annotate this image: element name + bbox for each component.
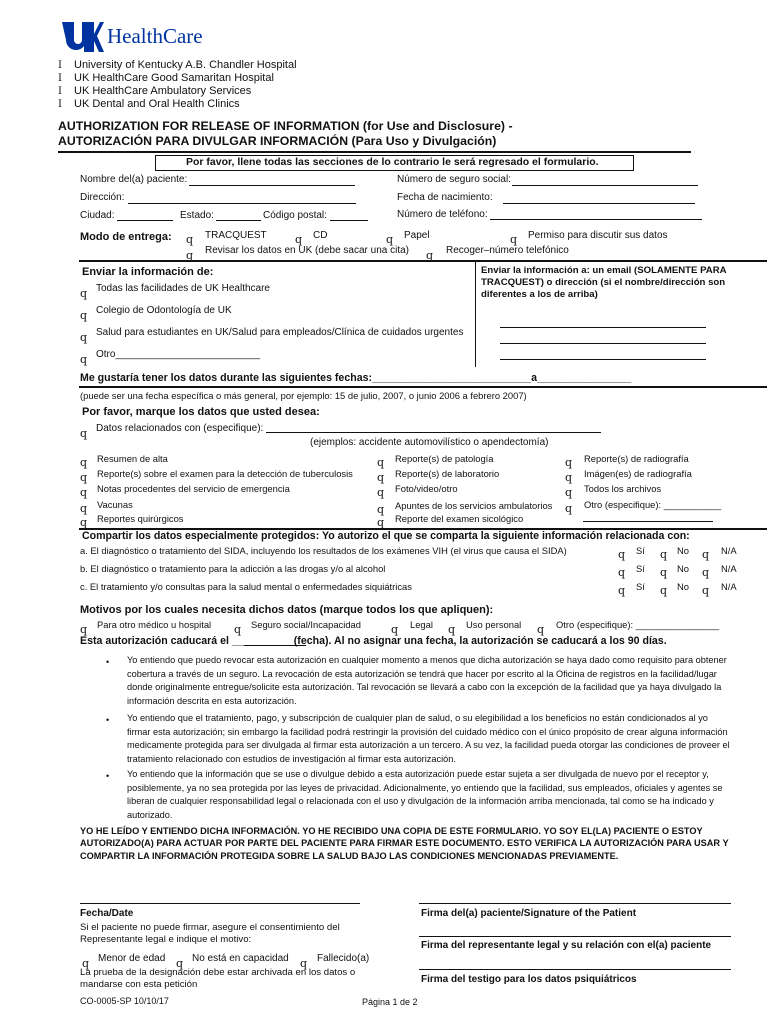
data-type-checkbox[interactable]: q xyxy=(565,486,573,499)
protected-heading: Compartir los datos especialmente protegidos: Yo autorizo el que se comparta la siguiente información relacionada con: xyxy=(82,530,690,542)
alt-address-field-1[interactable] xyxy=(500,327,706,328)
reason-label: Legal xyxy=(410,619,433,630)
data-type-label: Resumen de alta xyxy=(97,453,168,464)
dob-label: Fecha de nacimiento: xyxy=(397,192,493,203)
other-facility-label: Otro__________________________ xyxy=(96,349,261,360)
bullet-text-1: Yo entiendo que puedo revocar esta autorización en cualquier momento a menos que dicha autorización se haya dado como requisito para obtener cobertura a través de un seguro. La revocación de esta autorización se tendrá que hacer por escrito al la Oficina de registros en la facilidad/lugar donde originalmente entregue/solicite esta autorización. Tal revocación se llevará a cabo con la excepción de la facilidad que ya haya divulgado la información descrita en esta autorización. xyxy=(127,655,727,706)
state-field[interactable] xyxy=(216,220,261,221)
data-type-label: Vacunas xyxy=(97,499,133,510)
facility-list xyxy=(58,59,297,111)
protected-no-checkbox[interactable]: q xyxy=(660,566,668,579)
pickup-label: Recoger–número telefónico xyxy=(446,245,569,256)
reason-checkbox[interactable]: q xyxy=(391,623,399,636)
related-data-field[interactable] xyxy=(266,432,601,433)
uk-logo xyxy=(60,20,220,54)
dentistry-label: Colegio de Odontología de UK xyxy=(96,305,232,316)
data-type-checkbox[interactable]: q xyxy=(80,502,88,515)
minor-checkbox[interactable]: q xyxy=(82,957,90,970)
rep-signature-label: Firma del representante legal y su relación con el(a) paciente xyxy=(421,940,712,951)
data-type-checkbox[interactable]: q xyxy=(377,456,385,469)
reason-checkbox[interactable]: q xyxy=(80,623,88,636)
patient-signature-label: Firma del(a) paciente/Signature of the Patient xyxy=(421,908,637,919)
page-number: Página 1 de 2 xyxy=(362,997,418,1007)
protected-yes-label: Sí xyxy=(636,545,645,556)
data-type-label: Reporte(s) de patología xyxy=(395,453,494,464)
title-es: AUTORIZACIÓN PARA DIVULGAR INFORMACIÓN (Para Uso y Divulgación) xyxy=(58,134,497,148)
zip-field[interactable] xyxy=(330,220,368,221)
protected-na-label: N/A xyxy=(721,545,737,556)
data-type-label: Reporte(s) de laboratorio xyxy=(395,468,500,479)
cannot-sign-note: Si el paciente no puede firmar, asegure el consentimiento del Representante legal e indique el motivo: xyxy=(80,922,340,945)
cd-label: CD xyxy=(313,230,328,241)
facility-item: I University of Kentucky A.B. Chandler Hospital xyxy=(58,59,297,71)
form-code: CO-0005-SP 10/10/17 xyxy=(80,996,169,1006)
protected-yes-checkbox[interactable]: q xyxy=(618,566,626,579)
data-type-checkbox[interactable]: q xyxy=(80,456,88,469)
reason-label: Seguro social/Incapacidad xyxy=(251,619,361,630)
data-type-label: Reporte(s) sobre el examen para la detección de tuberculosis xyxy=(97,468,353,479)
dob-field[interactable] xyxy=(503,203,695,204)
phone-field[interactable] xyxy=(490,219,702,220)
data-type-checkbox[interactable]: q xyxy=(377,471,385,484)
witness-signature-line[interactable] xyxy=(419,969,731,970)
bullet-3: • xyxy=(106,771,110,781)
expiry-text: Esta autorización caducará el __________ (fecha). Al no asignar una fecha, la autorización se caducará a los 90 días. xyxy=(80,635,667,647)
bullet-text-2: Yo entiendo que el tratamiento, pago, y subscripción de cualquier plan de salud, o su elegibilidad a los beneficios no están condicionados al yo firmar esta autorización; sin embargo la facilidad podrá restringir la provisión del cuidado médico con el único propósito de crear alguna información medicamente protegida para ser divulgada al firmar esta autorización a un tercero. A su vez, la facilidad pueda otorgar las condiciones de proveer el tratamiento relacionado con estudios de investigación al firmar esta autorización. xyxy=(127,713,730,764)
all-facilities-checkbox[interactable]: q xyxy=(80,287,88,300)
protected-no-checkbox[interactable]: q xyxy=(660,584,668,597)
patient-name-label: Nombre del(a) paciente: xyxy=(80,174,188,185)
protected-no-label: No xyxy=(677,581,689,592)
protected-no-label: No xyxy=(677,545,689,556)
protected-na-checkbox[interactable]: q xyxy=(702,548,710,561)
address-field[interactable] xyxy=(128,203,356,204)
ssn-label: Número de seguro social: xyxy=(397,174,511,185)
reasons-heading: Motivos por los cuales necesita dichos datos (marque todos los que apliquen): xyxy=(80,604,494,616)
incapable-label: No está en capacidad xyxy=(192,953,289,964)
data-type-checkbox[interactable]: q xyxy=(565,502,573,515)
data-type-label: Reporte del examen sicológico xyxy=(395,513,524,524)
phone-label: Número de teléfono: xyxy=(397,209,488,220)
student-health-checkbox[interactable]: q xyxy=(80,331,88,344)
consent-statement: YO HE LEÍDO Y ENTIENDO DICHA INFORMACIÓN. YO HE RECIBIDO UNA COPIA DE ESTE FORMULARIO. YO SOY EL(LA) PACIENTE O ESTOY AUTORIZADO(A) PARA ACTUAR POR PARTE DEL PACIENTE PARA FIRMAR ESTE DOCUMENTO. ESTO VERIFICA LA AUTORIZACIÓN PARA USAR Y COMPARTIR LA INFORMACIÓN PROTEGIDA SOBRE LA SALUD BAJO LAS CONDICIONES MENCIONADAS PREVIAMENTE. xyxy=(80,826,729,861)
all-facilities-label: Todas las facilidades de UK Healthcare xyxy=(96,283,270,294)
student-health-label: Salud para estudiantes en UK/Salud para empleados/Clínica de cuidados urgentes xyxy=(96,327,464,338)
minor-label: Menor de edad xyxy=(98,953,166,964)
uk-logo-mark xyxy=(60,20,104,54)
dentistry-checkbox[interactable]: q xyxy=(80,309,88,322)
date-range-label: Me gustaría tener los datos durante las siguientes fechas:___________________________a________________ xyxy=(80,372,632,384)
reason-checkbox[interactable]: q xyxy=(448,623,456,636)
reason-checkbox[interactable]: q xyxy=(234,623,242,636)
alt-address-field-3[interactable] xyxy=(500,359,706,360)
review-label: Revisar los datos en UK (debe sacar una cita) xyxy=(205,245,409,256)
protected-na-checkbox[interactable]: q xyxy=(702,566,710,579)
data-type-checkbox[interactable]: q xyxy=(377,516,385,529)
permit-label: Permiso para discutir sus datos xyxy=(528,230,668,241)
data-type-label: Imágen(es) de radiografía xyxy=(584,468,692,479)
protected-na-label: N/A xyxy=(721,581,737,592)
zip-label: Código postal: xyxy=(263,210,327,221)
protected-no-checkbox[interactable]: q xyxy=(660,548,668,561)
witness-signature-label: Firma del testigo para los datos psiquiátricos xyxy=(421,974,637,985)
paper-label: Papel xyxy=(404,230,430,241)
patient-signature-line[interactable] xyxy=(419,903,731,904)
data-type-checkbox[interactable]: q xyxy=(565,471,573,484)
data-type-checkbox[interactable]: q xyxy=(565,456,573,469)
mark-data-heading: Por favor, marque los datos que usted desea: xyxy=(82,406,320,418)
date-signature-line[interactable] xyxy=(80,903,360,904)
reason-label: Otro (especifique): ________________ xyxy=(556,619,720,630)
incapable-checkbox[interactable]: q xyxy=(176,957,184,970)
data-type-checkbox[interactable]: q xyxy=(377,486,385,499)
data-type-label: Reporte(s) de radiografía xyxy=(584,453,689,464)
rep-signature-line[interactable] xyxy=(419,936,731,937)
data-type-label: Reportes quirúrgicos xyxy=(97,513,184,524)
ssn-field[interactable] xyxy=(512,185,698,186)
patient-name-field[interactable] xyxy=(189,185,355,186)
protected-item-label: c. El tratamiento y/o consultas para la salud mental o enfermedades siquiátricas xyxy=(80,581,412,592)
facility-item: I UK Dental and Oral Health Clinics xyxy=(58,98,240,110)
data-type-label: Notas procedentes del servicio de emergencia xyxy=(97,483,290,494)
data-type-label: Foto/video/otro xyxy=(395,483,458,494)
expiry-date-field[interactable] xyxy=(244,645,306,646)
protected-item-label: a. El diagnóstico o tratamiento del SIDA, incluyendo los resultados de los exámenes VIH (el virus que causa el SIDA) xyxy=(80,545,567,556)
state-label: Estado: xyxy=(180,210,214,221)
reason-label: Uso personal xyxy=(466,619,522,630)
related-data-checkbox[interactable]: q xyxy=(80,427,88,440)
protected-yes-checkbox[interactable]: q xyxy=(618,584,626,597)
deceased-checkbox[interactable]: q xyxy=(300,957,308,970)
deceased-label: Fallecido(a) xyxy=(317,953,370,964)
cd-checkbox[interactable]: q xyxy=(295,233,303,246)
bullet-text-3: Yo entiendo que la información que se use o divulgue debido a esta autorización puede estar sujeta a ser divulgada de nuevo por el receptor y, posiblemente, ya no sea protegida por las leyes de privacidad. Adicionalmente, yo entiendo que la facilidad, sus empleados, oficiales y agentes se liberan de cualquier responsabilidad legal o relacionada con el uso y divulgación de la información arriba mencionada, tal como se ha indicado y autorizado. xyxy=(127,769,723,820)
data-type-checkbox[interactable]: q xyxy=(80,486,88,499)
facility-item: I UK HealthCare Good Samaritan Hospital xyxy=(58,72,274,84)
data-type-label: Otro (especifique): ___________ xyxy=(584,499,722,510)
data-type-checkbox[interactable]: q xyxy=(80,516,88,529)
send-to-heading: Enviar la información de: xyxy=(82,266,214,278)
tracquest-label: TRACQUEST xyxy=(205,230,267,241)
banner-text: Por favor, llene todas las secciones de lo contrario le será regresado el formulario. xyxy=(186,156,599,168)
permit-checkbox[interactable]: q xyxy=(510,233,518,246)
pickup-checkbox[interactable]: q xyxy=(426,249,434,262)
tracquest-checkbox[interactable]: q xyxy=(186,233,194,246)
protected-na-label: N/A xyxy=(721,563,737,574)
data-type-label: Todos los archivos xyxy=(584,483,662,494)
facility-item: I UK HealthCare Ambulatory Services xyxy=(58,85,252,97)
title-en: AUTHORIZATION FOR RELEASE OF INFORMATION (for Use and Disclosure) - xyxy=(58,119,513,133)
alt-address-field-2[interactable] xyxy=(500,343,706,344)
protected-na-checkbox[interactable]: q xyxy=(702,584,710,597)
city-label: Ciudad: xyxy=(80,210,115,221)
related-data-example: (ejemplos: accidente automovilístico o apendectomía) xyxy=(310,437,549,448)
data-type-label: Apuntes de los servicios ambulatorios xyxy=(395,500,553,511)
reason-checkbox[interactable]: q xyxy=(537,623,545,636)
brand-name: HealthCare xyxy=(107,24,203,48)
protected-yes-label: Sí xyxy=(636,581,645,592)
other-facility-checkbox[interactable]: q xyxy=(80,353,88,366)
proof-note: La prueba de la designación debe estar archivada en los datos o mandarse con esta petición xyxy=(80,967,356,990)
protected-yes-checkbox[interactable]: q xyxy=(618,548,626,561)
email-note: Enviar la información a: un email (SOLAMENTE PARA TRACQUEST) o dirección (si el nombre/dirección son diferentes a los de arriba) xyxy=(481,265,727,300)
protected-no-label: No xyxy=(677,563,689,574)
paper-checkbox[interactable]: q xyxy=(386,233,394,246)
review-checkbox[interactable]: q xyxy=(186,249,194,262)
protected-yes-label: Sí xyxy=(636,563,645,574)
related-data-label: Datos relacionados con (especifique): xyxy=(96,423,264,434)
other-specify-field[interactable] xyxy=(583,521,713,522)
date-label: Fecha/Date xyxy=(80,908,134,919)
data-type-checkbox[interactable]: q xyxy=(80,471,88,484)
data-type-checkbox[interactable]: q xyxy=(377,503,385,516)
bullet-1: • xyxy=(106,657,110,667)
reason-label: Para otro médico u hospital xyxy=(97,619,212,630)
city-field[interactable] xyxy=(117,220,173,221)
delivery-label: Modo de entrega: xyxy=(80,231,172,243)
date-range-example: (puede ser una fecha específica o más general, por ejemplo: 15 de julio, 2007, o junio 2006 a febrero 2007) xyxy=(80,390,527,401)
address-label: Dirección: xyxy=(80,192,125,203)
protected-item-label: b. El diagnóstico o tratamiento para la adicción a las drogas y/o al alcohol xyxy=(80,563,386,574)
bullet-2: • xyxy=(106,715,110,725)
